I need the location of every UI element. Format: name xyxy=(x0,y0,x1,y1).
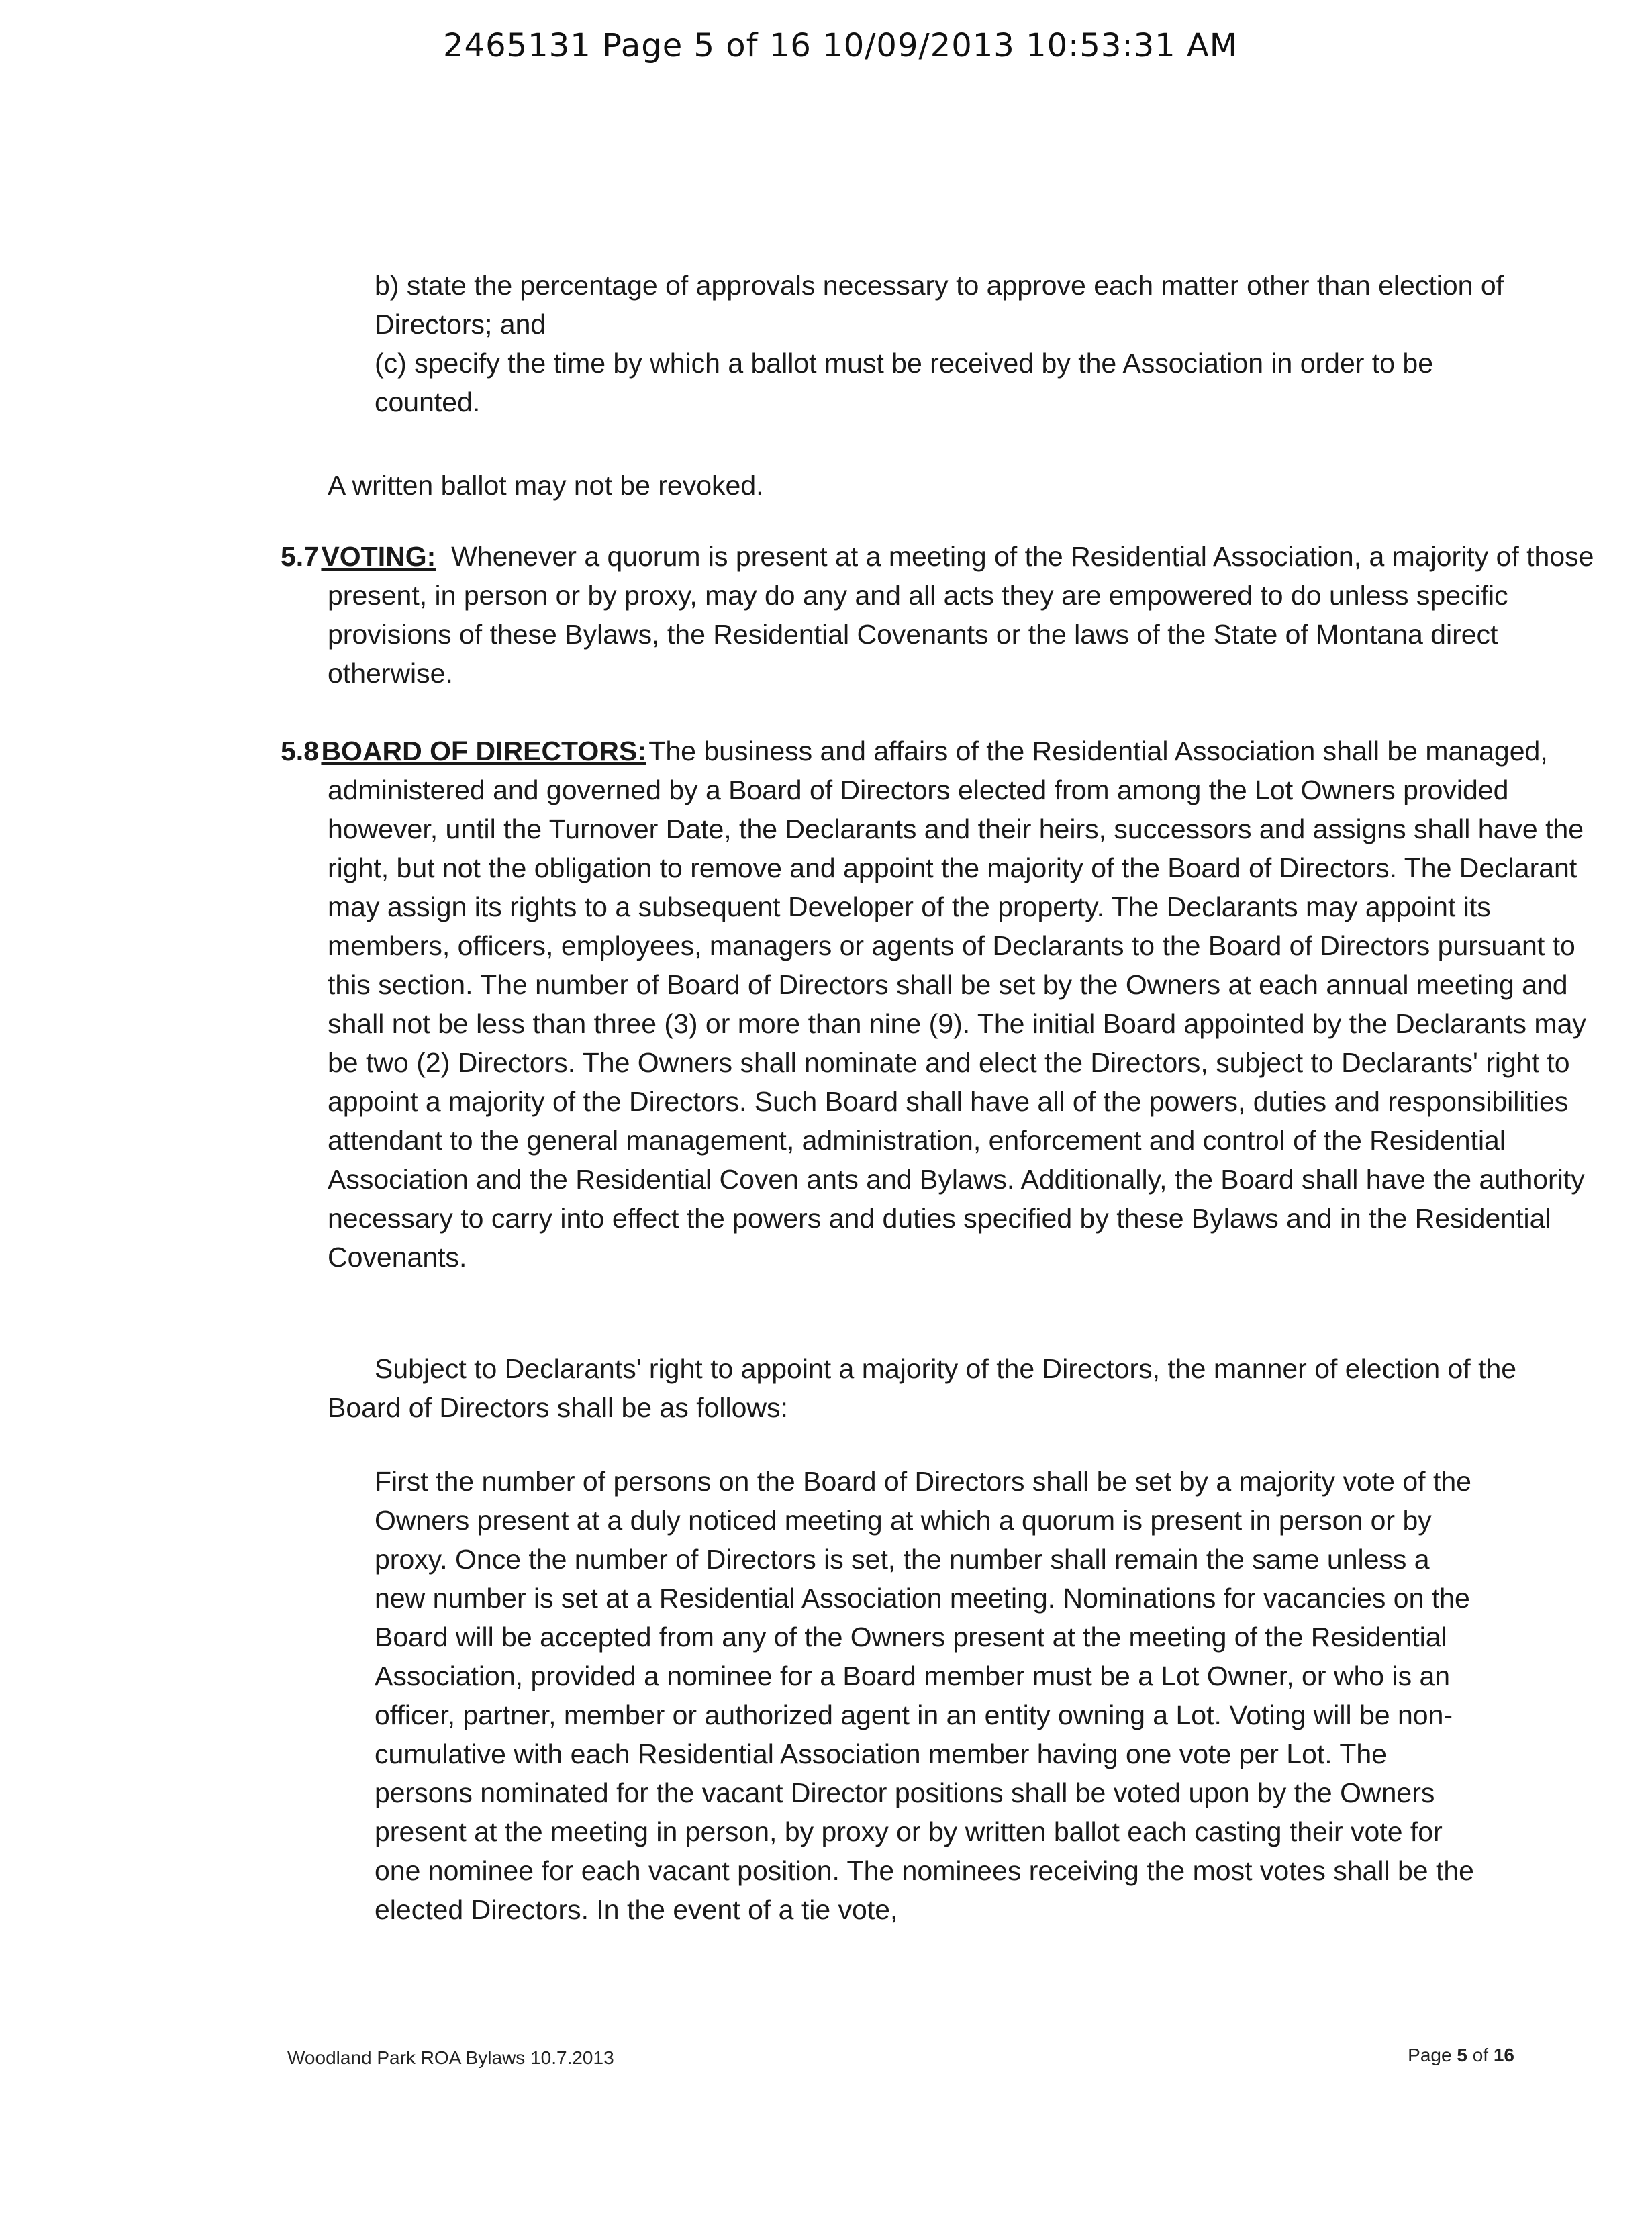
page-current: 5 xyxy=(1457,2045,1467,2065)
recording-stamp: 2465131 Page 5 of 16 10/09/2013 10:53:31 AM xyxy=(443,27,1238,64)
election-procedure-paragraph: First the number of persons on the Board of Directors shall be set by a majority vote of the Owners present at a duly noticed meeting at which a quorum is present in person or by proxy. Once the number of Directors is set, the number shall remain the same unless a new number is set at a Residential Association meeting. Nominations for vacancies on the Board will be accepted from any of the Owners present at the meeting of the Residential Association, provided a nominee for a Board member must be a Lot Owner, or who is an officer, partner, member or authorized agent in an entity owning a Lot. Voting will be non-cumulative with each Residential Association member having one vote per Lot. The persons nominated for the vacant Director positions shall be voted upon by the Owners present at the meeting in person, by proxy or by written ballot each casting their vote for one nominee for each vacant position. The nominees receiving the most votes shall be the elected Directors. In the event of a tie vote, xyxy=(375,1466,1474,1925)
ballot-item-b: b) state the percentage of approvals necessary to approve each matter other than election of Directors; and xyxy=(375,270,1504,340)
page-of-label: of xyxy=(1467,2045,1494,2065)
page-total: 16 xyxy=(1493,2045,1514,2065)
footer-page-number xyxy=(1408,2045,1514,2066)
section-5-8-board-of-directors xyxy=(281,732,1603,1277)
ballot-revocation-note: A written ballot may not be revoked. xyxy=(328,470,764,501)
section-heading: BOARD OF DIRECTORS: xyxy=(321,736,646,767)
page-label: Page xyxy=(1408,2045,1457,2065)
section-body: The business and affairs of the Residential Association shall be managed, administered and governed by a Board of Directors elected from among the Lot Owners provided however, until the Turnover Date, the Declarants and their heirs, successors and assigns shall have the right, but not the obligation to remove and appoint the majority of the Board of Directors. The Declarant may assign its rights to a subsequent Developer of the property. The Declarants may appoint its members, officers, employees, managers or agents of Declarants to the Board of Directors pursuant to this section. The number of Board of Directors shall be set by the Owners at each annual meeting and shall not be less than three (3) or more than nine (9). The initial Board appointed by the Declarants may be two (2) Directors. The Owners shall nominate and elect the Directors, subject to Declarants' right to appoint a majority of the Directors. Such Board shall have all of the powers, duties and responsibilities attendant to the general management, administration, enforcement and control of the Residential Association and the Residential Coven ants and Bylaws. Additionally, the Board shall have the authority necessary to carry into effect the powers and duties specified by these Bylaws and in the Residential Covenants. xyxy=(328,736,1586,1273)
section-number: 5.7 xyxy=(281,541,319,572)
section-heading: VOTING: xyxy=(321,541,436,572)
section-5-7-voting xyxy=(281,537,1603,693)
section-body: Whenever a quorum is present at a meeting of the Residential Association, a majority of those present, in person or by proxy, may do any and all acts they are empowered to do unless specific provisions of these Bylaws, the Residential Covenants or the laws of the State of Montana direct otherwise. xyxy=(328,541,1594,689)
ballot-requirements-list xyxy=(375,266,1516,422)
ballot-item-c: (c) specify the time by which a ballot must be received by the Association in order to be counted. xyxy=(375,348,1433,417)
section-number: 5.8 xyxy=(281,736,319,767)
election-intro-paragraph: Subject to Declarants' right to appoint a majority of the Directors, the manner of election of the Board of Directors shall be as follows: xyxy=(328,1353,1517,1423)
footer-document-name: Woodland Park ROA Bylaws 10.7.2013 xyxy=(287,2047,614,2068)
